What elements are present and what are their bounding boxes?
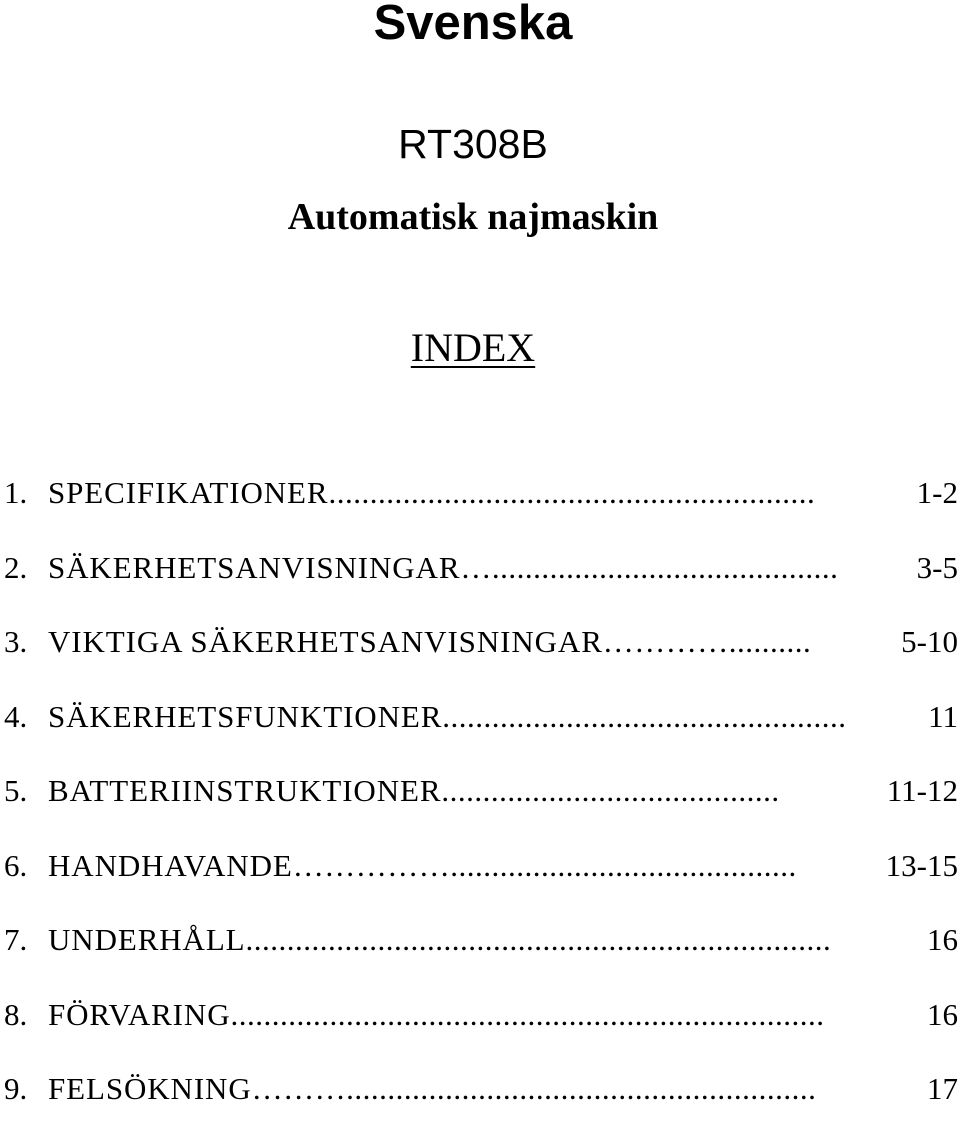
toc-entry-title: UNDERHÅLL (48, 922, 246, 957)
document-language-title: Svenska (373, 0, 573, 50)
toc-entry-title: SPECIFIKATIONER (48, 475, 329, 510)
toc-entry-leader: ................................................. (442, 698, 847, 734)
toc-entry-leader: ......................................... (441, 773, 780, 808)
toc-entry (0, 1066, 960, 1141)
toc-entry-line (0, 843, 960, 889)
toc-entry (0, 694, 960, 769)
toc-entry-title: HANDHAVANDE (48, 847, 293, 883)
toc-entry (0, 992, 960, 1067)
toc-entry-pages: 1-2 (916, 475, 958, 510)
toc-entry-line (0, 619, 960, 665)
toc-entry-number: 1. (4, 475, 28, 510)
toc-entry (0, 843, 960, 918)
toc-entry-pages: 11 (928, 698, 958, 734)
toc-entry (0, 470, 960, 545)
toc-entry-pages: 16 (927, 922, 958, 957)
toc-entry-title: SÄKERHETSANVISNINGAR (48, 549, 461, 585)
toc-entry-number: 3. (4, 624, 28, 659)
toc-entry-leader: ........................................................... (328, 475, 816, 510)
product-name: Automatisk najmaskin (287, 196, 659, 238)
table-of-contents (0, 470, 960, 1141)
index-heading (0, 324, 946, 372)
toc-entry-title: SÄKERHETSFUNKTIONER (48, 698, 443, 734)
toc-entry (0, 619, 960, 694)
toc-entry-line (0, 694, 960, 740)
toc-entry-number: 8. (4, 996, 28, 1032)
toc-entry-title: BATTERIINSTRUKTIONER (48, 773, 442, 808)
toc-entry-line (0, 470, 960, 516)
toc-entry (0, 768, 960, 843)
toc-entry-number: 2. (4, 549, 28, 585)
toc-entry-pages: 3-5 (916, 549, 958, 585)
toc-entry-pages: 16 (927, 996, 958, 1032)
toc-entry-line (0, 917, 960, 963)
toc-entry-leader: …………….......................................... (292, 847, 797, 883)
toc-entry-pages: 13-15 (885, 847, 958, 883)
toc-entry-title: FÖRVARING (48, 996, 231, 1032)
toc-entry-pages: 11-12 (886, 773, 958, 808)
toc-entry-number: 9. (4, 1071, 28, 1106)
toc-entry-line (0, 545, 960, 591)
model-number: RT308B (398, 121, 548, 167)
index-heading-text: INDEX (410, 325, 536, 370)
toc-entry-line (0, 768, 960, 814)
toc-entry-leader: ….......................................... (460, 549, 839, 585)
toc-entry-line (0, 992, 960, 1038)
toc-entry-number: 7. (4, 922, 28, 957)
toc-entry-title: FELSÖKNING (48, 1071, 252, 1106)
toc-entry-pages: 17 (927, 1071, 958, 1106)
toc-entry-number: 6. (4, 847, 28, 883)
toc-entry (0, 545, 960, 620)
toc-entry-leader: ....................................................................... (245, 922, 832, 957)
toc-entry-number: 4. (4, 698, 28, 734)
toc-entry-leader: ........................................................................ (230, 996, 825, 1032)
toc-entry-leader: ………….......... (602, 624, 812, 659)
toc-entry-number: 5. (4, 773, 28, 808)
toc-entry-line (0, 1066, 960, 1112)
toc-entry-leader: ………......................................................... (251, 1071, 817, 1106)
toc-entry-pages: 5-10 (901, 624, 958, 659)
toc-entry (0, 917, 960, 992)
toc-entry-title: VIKTIGA SÄKERHETSANVISNINGAR (48, 624, 603, 659)
